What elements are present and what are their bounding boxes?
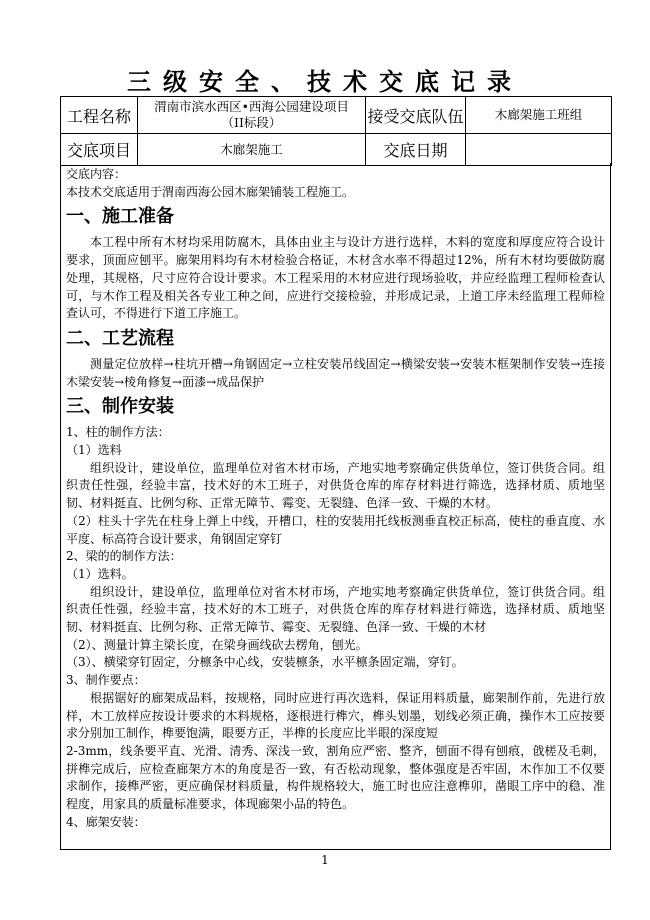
- key-points-text-b: 2-3mm，线条要平直、光滑、清秀、深浅一致，割角应严密、整齐，刨面不得有刨痕，戗槎及毛刺，拼榫完成后，应检查廊架方木的角度是否一致，有否松动现象，整体强度是否牢固，木作加工不仅要求制作，接榫严密，更应确保材料质量，构件规格较大，施工时也应注意榫卯，凿眼工序中的稳、准程度，用家具的质量标准要求，体现廊架小品的特色。: [66, 743, 605, 812]
- beam-measure-text: （2）、测量计算主梁长度，在梁身画线砍去楞角，刨光。: [66, 637, 368, 652]
- item-label: 交底项目: [61, 134, 138, 166]
- beam-method-heading: 2、梁的的制作方法：: [66, 549, 182, 564]
- content-box: [60, 163, 611, 850]
- project-value-line2: （II标段）: [221, 115, 282, 130]
- section-1-heading: 一、施工准备: [66, 206, 174, 228]
- project-value-line1: 渭南市滨水西区•西海公园建设项目: [154, 99, 349, 114]
- section-2-text: 测量定位放样→柱坑开槽→角钢固定→立柱安装吊线固定→横梁安装→安装木框架制作安装→连接木梁安装→棱角修复→面漆→成品保护: [66, 356, 605, 389]
- key-points-heading: 3、制作要点：: [66, 673, 146, 688]
- page-number: 1: [321, 853, 329, 867]
- section-3-heading: 三、制作安装: [66, 396, 174, 418]
- team-label: 接受交底队伍: [366, 97, 466, 134]
- item-value: 木廊架施工: [138, 134, 366, 166]
- project-value: [138, 97, 366, 134]
- beam-fix-text: （3）、横梁穿钉固定，分檩条中心线，安装檩条，水平檩条固定端，穿钉。: [66, 655, 464, 670]
- beam-select-heading: （1）选料。: [66, 566, 134, 581]
- pergola-install-heading: 4、廊架安装：: [66, 814, 146, 829]
- header-table: [60, 96, 612, 166]
- team-value: 木廊架施工班组: [466, 97, 612, 134]
- column-select-heading: （1）选料: [66, 443, 122, 458]
- intro-label: 交底内容：: [66, 167, 127, 181]
- date-label: 交底日期: [366, 134, 466, 166]
- section-1-text: 本工程中所有木材均采用防腐木，具体由业主与设计方进行选样，木料的宽度和厚度应符合设计要求，顶面应刨平。廊架用料均有木材检验合格证，木材含水率不得超过12%，所有木材均要做防腐处理，其规格，尺寸应符合设计要求。木工程采用的木材应进行现场验收，并应经监理工程师检查认可，与木作工程及相关各专业工种之间，应进行交接检验，并形成记录，上道工序未经监理工程师检查认可，不得进行下道工序施工。: [66, 235, 605, 321]
- column-select-text: 组织设计，建设单位，监理单位对省木材市场，产地实地考察确定供货单位，签订供货合同。组织责任性强，经验丰富，技术好的木工班子，对供货仓库的库存材料进行筛选，选择材质、质地坚韧、材料挺直、比例匀称、正常无障节、霉变、无裂缝、色泽一致、干燥的木材。: [66, 460, 605, 511]
- column-method-heading: 1、柱的制作方法：: [66, 425, 170, 440]
- beam-select-text: 组织设计，建设单位，监理单位对省木材市场，产地实地考察确定供货单位，签订供货合同。组织责任性强，经验丰富，技术好的木工班子，对供货仓库的库存材料进行筛选，选择材质、质地坚韧、材料挺直、比例匀称、正常无障节、霉变、无裂缝、色泽一致、干燥的木材: [66, 584, 605, 635]
- column-install-text: （2）柱头十字先在柱身上弹上中线，开槽口，柱的安装用托线板测垂直校正标高，使柱的垂直度、水平度、标高符合设计要求，角钢固定穿钉: [66, 513, 605, 546]
- date-value: [466, 134, 612, 166]
- header-row-item: [61, 134, 612, 166]
- key-points-text-a: 根据锯好的廊架成品料，按规格，同时应进行再次选料，保证用料质量，廊架制作前，先进行放样，木工放样应按设计要求的木料规格，逐根进行榫穴，榫头划墨，划线必须正确，操作木工应按要求分别加工制作，榫要饱满，眼要方正，半榫的长度应比半眼的深度短: [66, 690, 605, 741]
- document-title: 三级安全、技术交底记录: [127, 67, 523, 96]
- header-row-project: [61, 97, 612, 134]
- section-2-heading: 二、工艺流程: [66, 327, 174, 349]
- intro-text: 本技术交底适用于渭南西海公园木廊架铺装工程施工。: [66, 184, 355, 199]
- project-label: 工程名称: [61, 97, 138, 134]
